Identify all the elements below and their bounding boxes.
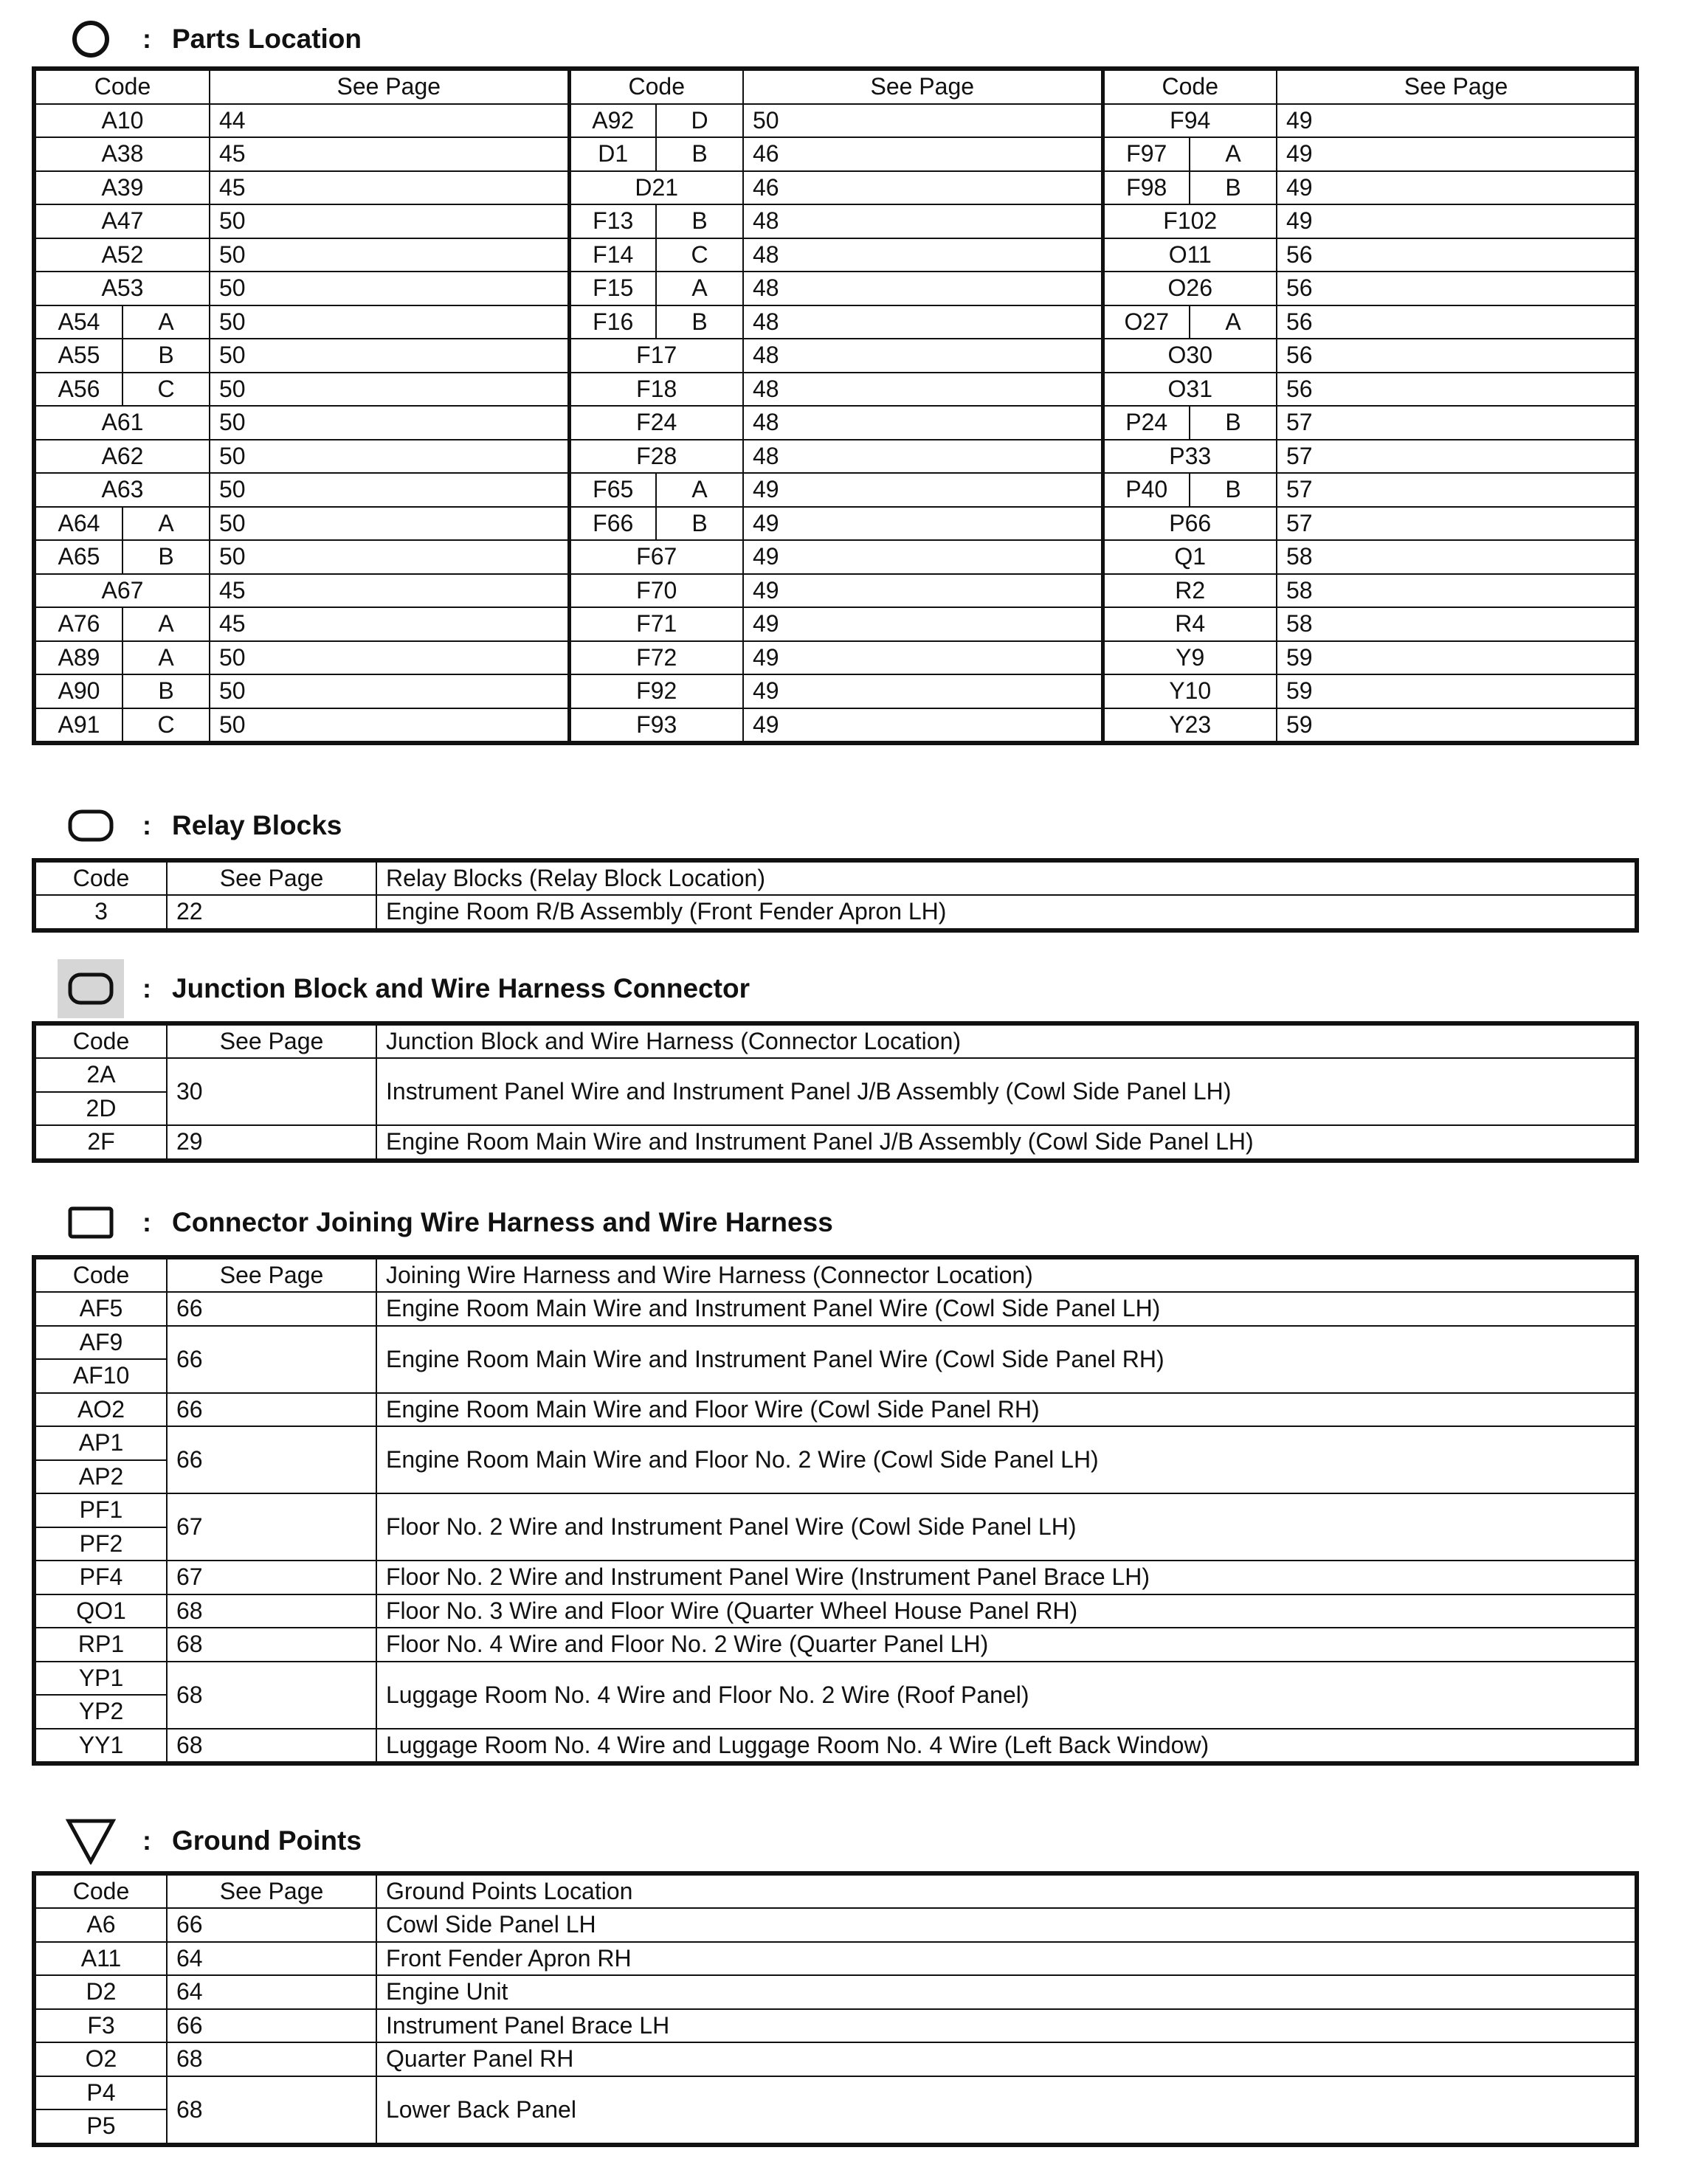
column-header-code: Code xyxy=(1102,70,1277,104)
location-cell: Engine Unit xyxy=(376,1975,1635,2009)
table-row xyxy=(35,507,1635,541)
code-cell: P5 xyxy=(35,2109,167,2143)
see-page-cell: 50 xyxy=(210,272,569,305)
table-row xyxy=(35,272,1635,305)
connector-letter-cell: B xyxy=(656,204,743,238)
code-cell: F70 xyxy=(569,574,743,608)
code-cell: AF10 xyxy=(35,1359,167,1393)
location-cell: Instrument Panel Wire and Instrument Panel J/B Assembly (Cowl Side Panel LH) xyxy=(376,1058,1635,1125)
code-cell: F17 xyxy=(569,339,743,373)
see-page-cell: 49 xyxy=(743,607,1102,641)
column-header-see-page: See Page xyxy=(210,70,569,104)
see-page-cell: 66 xyxy=(167,2009,376,2043)
connector-letter-cell: B xyxy=(122,339,210,373)
see-page-cell: 48 xyxy=(743,373,1102,407)
code-cell: D1 xyxy=(569,137,656,171)
code-cell: A6 xyxy=(35,1908,167,1942)
see-page-cell: 68 xyxy=(167,1662,376,1729)
table-header-row xyxy=(35,70,1635,104)
table-row xyxy=(35,1662,1635,1696)
shaded-rounded-rectangle-icon xyxy=(58,959,124,1018)
table-row xyxy=(35,1975,1635,2009)
see-page-cell: 68 xyxy=(167,1729,376,1763)
column-header-location: Relay Blocks (Relay Block Location) xyxy=(376,862,1635,895)
see-page-cell: 57 xyxy=(1277,507,1635,541)
see-page-cell: 59 xyxy=(1277,641,1635,675)
column-header-code: Code xyxy=(35,862,167,895)
table-row xyxy=(35,104,1635,138)
code-cell: A92 xyxy=(569,104,656,138)
location-cell: Floor No. 2 Wire and Instrument Panel Wire (Instrument Panel Brace LH) xyxy=(376,1561,1635,1594)
see-page-cell: 49 xyxy=(743,574,1102,608)
table-row xyxy=(35,708,1635,742)
table-row xyxy=(35,1292,1635,1326)
column-header-code: Code xyxy=(35,1025,167,1058)
heading-colon: : xyxy=(142,973,151,1003)
code-cell: F24 xyxy=(569,406,743,440)
code-cell: O27 xyxy=(1102,305,1190,339)
code-cell: F92 xyxy=(569,674,743,708)
see-page-cell: 56 xyxy=(1277,339,1635,373)
code-cell: F67 xyxy=(569,540,743,574)
code-cell: PF1 xyxy=(35,1493,167,1527)
table-row xyxy=(35,2076,1635,2110)
code-cell: F13 xyxy=(569,204,656,238)
table-row xyxy=(35,305,1635,339)
code-cell: A64 xyxy=(35,507,122,541)
code-cell: A52 xyxy=(35,238,210,272)
connector-letter-cell: A xyxy=(122,305,210,339)
connector-letter-cell: C xyxy=(122,373,210,407)
code-cell: AF9 xyxy=(35,1326,167,1360)
junction-block-table xyxy=(35,1024,1636,1160)
connector-letter-cell: A xyxy=(1190,305,1277,339)
code-cell: A89 xyxy=(35,641,122,675)
see-page-cell: 57 xyxy=(1277,440,1635,474)
heading-colon: : xyxy=(142,1207,151,1237)
code-cell: F71 xyxy=(569,607,743,641)
see-page-cell: 67 xyxy=(167,1561,376,1594)
column-header-location: Junction Block and Wire Harness (Connector Location) xyxy=(376,1025,1635,1058)
table-row xyxy=(35,406,1635,440)
location-cell: Quarter Panel RH xyxy=(376,2042,1635,2076)
code-cell: F94 xyxy=(1102,104,1277,138)
code-cell: Y23 xyxy=(1102,708,1277,742)
see-page-cell: 45 xyxy=(210,607,569,641)
parts-location-table xyxy=(35,69,1636,742)
see-page-cell: 66 xyxy=(167,1393,376,1427)
see-page-cell: 44 xyxy=(210,104,569,138)
code-cell: F66 xyxy=(569,507,656,541)
connector-letter-cell: C xyxy=(122,708,210,742)
circle-icon xyxy=(58,10,124,69)
see-page-cell: 49 xyxy=(743,507,1102,541)
code-cell: A10 xyxy=(35,104,210,138)
connector-letter-cell: B xyxy=(122,674,210,708)
see-page-cell: 48 xyxy=(743,305,1102,339)
see-page-cell: 50 xyxy=(210,204,569,238)
heading-colon: : xyxy=(142,810,151,840)
table-header-row xyxy=(35,1259,1635,1292)
code-cell: QO1 xyxy=(35,1594,167,1628)
code-cell: YY1 xyxy=(35,1729,167,1763)
code-cell: A56 xyxy=(35,373,122,407)
location-cell: Engine Room Main Wire and Instrument Panel J/B Assembly (Cowl Side Panel LH) xyxy=(376,1125,1635,1159)
table-row xyxy=(35,1426,1635,1460)
connector-letter-cell: B xyxy=(656,305,743,339)
see-page-cell: 46 xyxy=(743,137,1102,171)
code-cell: A54 xyxy=(35,305,122,339)
column-header-code: Code xyxy=(569,70,743,104)
table-row xyxy=(35,674,1635,708)
code-cell: AP1 xyxy=(35,1426,167,1460)
location-cell: Engine Room Main Wire and Instrument Panel Wire (Cowl Side Panel LH) xyxy=(376,1292,1635,1326)
code-cell: F97 xyxy=(1102,137,1190,171)
section-title: Relay Blocks xyxy=(172,810,342,840)
see-page-cell: 67 xyxy=(167,1493,376,1561)
location-cell: Floor No. 4 Wire and Floor No. 2 Wire (Quarter Panel LH) xyxy=(376,1628,1635,1662)
see-page-cell: 58 xyxy=(1277,540,1635,574)
see-page-cell: 68 xyxy=(167,2076,376,2143)
location-cell: Cowl Side Panel LH xyxy=(376,1908,1635,1942)
see-page-cell: 50 xyxy=(210,708,569,742)
see-page-cell: 50 xyxy=(210,373,569,407)
see-page-cell: 56 xyxy=(1277,305,1635,339)
code-cell: F72 xyxy=(569,641,743,675)
see-page-cell: 22 xyxy=(167,895,376,929)
location-cell: Luggage Room No. 4 Wire and Floor No. 2 Wire (Roof Panel) xyxy=(376,1662,1635,1729)
table-row xyxy=(35,473,1635,507)
table-row xyxy=(35,641,1635,675)
see-page-cell: 49 xyxy=(1277,137,1635,171)
column-header-code: Code xyxy=(35,70,210,104)
heading-colon: : xyxy=(142,1825,151,1856)
table-row xyxy=(35,2009,1635,2043)
see-page-cell: 68 xyxy=(167,1594,376,1628)
see-page-cell: 50 xyxy=(210,339,569,373)
code-cell: A91 xyxy=(35,708,122,742)
see-page-cell: 49 xyxy=(743,641,1102,675)
connector-letter-cell: B xyxy=(656,507,743,541)
code-cell: AO2 xyxy=(35,1393,167,1427)
table-row xyxy=(35,1942,1635,1976)
see-page-cell: 30 xyxy=(167,1058,376,1125)
see-page-cell: 48 xyxy=(743,272,1102,305)
see-page-cell: 57 xyxy=(1277,473,1635,507)
see-page-cell: 64 xyxy=(167,1942,376,1976)
see-page-cell: 58 xyxy=(1277,607,1635,641)
code-cell: A11 xyxy=(35,1942,167,1976)
code-cell: RP1 xyxy=(35,1628,167,1662)
see-page-cell: 56 xyxy=(1277,373,1635,407)
column-header-see-page: See Page xyxy=(167,862,376,895)
see-page-cell: 66 xyxy=(167,1908,376,1942)
see-page-cell: 50 xyxy=(210,507,569,541)
see-page-cell: 50 xyxy=(210,305,569,339)
code-cell: D21 xyxy=(569,171,743,205)
see-page-cell: 50 xyxy=(210,674,569,708)
table-row xyxy=(35,1729,1635,1763)
relay-blocks-table xyxy=(35,861,1636,930)
code-cell: O2 xyxy=(35,2042,167,2076)
table-row xyxy=(35,2042,1635,2076)
see-page-cell: 49 xyxy=(1277,104,1635,138)
location-cell: Engine Room Main Wire and Floor No. 2 Wire (Cowl Side Panel LH) xyxy=(376,1426,1635,1493)
see-page-cell: 57 xyxy=(1277,406,1635,440)
table-row xyxy=(35,1326,1635,1360)
see-page-cell: 58 xyxy=(1277,574,1635,608)
code-cell: F28 xyxy=(569,440,743,474)
column-header-see-page: See Page xyxy=(167,1259,376,1292)
see-page-cell: 59 xyxy=(1277,708,1635,742)
connector-letter-cell: A xyxy=(656,272,743,305)
connector-letter-cell: A xyxy=(122,507,210,541)
connector-letter-cell: A xyxy=(1190,137,1277,171)
table-row xyxy=(35,1628,1635,1662)
table-row xyxy=(35,373,1635,407)
see-page-cell: 66 xyxy=(167,1426,376,1493)
code-cell: F16 xyxy=(569,305,656,339)
see-page-cell: 50 xyxy=(210,238,569,272)
code-cell: R2 xyxy=(1102,574,1277,608)
code-cell: A90 xyxy=(35,674,122,708)
connector-letter-cell: A xyxy=(122,607,210,641)
code-cell: O30 xyxy=(1102,339,1277,373)
see-page-cell: 50 xyxy=(210,406,569,440)
location-cell: Lower Back Panel xyxy=(376,2076,1635,2143)
see-page-cell: 49 xyxy=(743,540,1102,574)
code-cell: F93 xyxy=(569,708,743,742)
column-header-see-page: See Page xyxy=(167,1025,376,1058)
code-cell: A67 xyxy=(35,574,210,608)
connector-letter-cell: D xyxy=(656,104,743,138)
column-header-location: Ground Points Location xyxy=(376,1875,1635,1908)
see-page-cell: 49 xyxy=(743,708,1102,742)
code-cell: P33 xyxy=(1102,440,1277,474)
code-cell: F65 xyxy=(569,473,656,507)
code-cell: O11 xyxy=(1102,238,1277,272)
code-cell: PF2 xyxy=(35,1527,167,1561)
section-title: Junction Block and Wire Harness Connector xyxy=(172,973,750,1003)
code-cell: F102 xyxy=(1102,204,1277,238)
table-header-row xyxy=(35,862,1635,895)
code-cell: YP2 xyxy=(35,1695,167,1729)
location-cell: Engine Room Main Wire and Instrument Panel Wire (Cowl Side Panel RH) xyxy=(376,1326,1635,1393)
see-page-cell: 49 xyxy=(743,473,1102,507)
section-title: Connector Joining Wire Harness and Wire Harness xyxy=(172,1207,833,1237)
table-row xyxy=(35,895,1635,929)
code-cell: 2A xyxy=(35,1058,167,1092)
code-cell: 2D xyxy=(35,1092,167,1126)
location-cell: Luggage Room No. 4 Wire and Luggage Room No. 4 Wire (Left Back Window) xyxy=(376,1729,1635,1763)
see-page-cell: 68 xyxy=(167,2042,376,2076)
code-cell: F3 xyxy=(35,2009,167,2043)
code-cell: F14 xyxy=(569,238,656,272)
rectangle-icon xyxy=(58,1193,124,1252)
table-row xyxy=(35,1493,1635,1527)
heading-colon: : xyxy=(142,24,151,54)
connector-letter-cell: B xyxy=(122,540,210,574)
code-cell: R4 xyxy=(1102,607,1277,641)
code-cell: PF4 xyxy=(35,1561,167,1594)
see-page-cell: 49 xyxy=(1277,204,1635,238)
code-cell: YP1 xyxy=(35,1662,167,1696)
code-cell: AP2 xyxy=(35,1460,167,1494)
triangle-down-icon xyxy=(58,1811,124,1870)
connector-letter-cell: C xyxy=(656,238,743,272)
see-page-cell: 59 xyxy=(1277,674,1635,708)
code-cell: A62 xyxy=(35,440,210,474)
ground-points-heading xyxy=(58,1811,362,1870)
see-page-cell: 66 xyxy=(167,1292,376,1326)
table-row xyxy=(35,1908,1635,1942)
table-row xyxy=(35,1058,1635,1092)
column-header-see-page: See Page xyxy=(1277,70,1635,104)
connector-heading xyxy=(58,1193,833,1252)
see-page-cell: 50 xyxy=(210,440,569,474)
see-page-cell: 50 xyxy=(210,540,569,574)
see-page-cell: 29 xyxy=(167,1125,376,1159)
code-cell: Y10 xyxy=(1102,674,1277,708)
table-row xyxy=(35,137,1635,171)
table-row xyxy=(35,540,1635,574)
column-header-location: Joining Wire Harness and Wire Harness (Connector Location) xyxy=(376,1259,1635,1292)
code-cell: Y9 xyxy=(1102,641,1277,675)
section-title: Ground Points xyxy=(172,1825,362,1856)
connector-letter-cell: B xyxy=(1190,171,1277,205)
connector-letter-cell: A xyxy=(656,473,743,507)
code-cell: 2F xyxy=(35,1125,167,1159)
see-page-cell: 48 xyxy=(743,406,1102,440)
table-row xyxy=(35,171,1635,205)
see-page-cell: 48 xyxy=(743,440,1102,474)
ground-points-table xyxy=(35,1874,1636,2144)
code-cell: O26 xyxy=(1102,272,1277,305)
location-cell: Engine Room Main Wire and Floor Wire (Cowl Side Panel RH) xyxy=(376,1393,1635,1427)
see-page-cell: 56 xyxy=(1277,238,1635,272)
code-cell: F18 xyxy=(569,373,743,407)
see-page-cell: 48 xyxy=(743,339,1102,373)
see-page-cell: 66 xyxy=(167,1326,376,1393)
table-row xyxy=(35,607,1635,641)
see-page-cell: 49 xyxy=(1277,171,1635,205)
code-cell: A76 xyxy=(35,607,122,641)
code-cell: P40 xyxy=(1102,473,1190,507)
table-row xyxy=(35,1125,1635,1159)
section-title: Parts Location xyxy=(172,24,362,54)
table-header-row xyxy=(35,1875,1635,1908)
see-page-cell: 45 xyxy=(210,171,569,205)
code-cell: A63 xyxy=(35,473,210,507)
connector-letter-cell: A xyxy=(122,641,210,675)
table-row xyxy=(35,1594,1635,1628)
column-header-code: Code xyxy=(35,1259,167,1292)
code-cell: A38 xyxy=(35,137,210,171)
rounded-rectangle-icon xyxy=(58,796,124,855)
connector-letter-cell: B xyxy=(1190,406,1277,440)
connector-letter-cell: B xyxy=(1190,473,1277,507)
see-page-cell: 45 xyxy=(210,137,569,171)
code-cell: A65 xyxy=(35,540,122,574)
code-cell: F15 xyxy=(569,272,656,305)
see-page-cell: 50 xyxy=(210,641,569,675)
column-header-see-page: See Page xyxy=(167,1875,376,1908)
see-page-cell: 56 xyxy=(1277,272,1635,305)
code-cell: Q1 xyxy=(1102,540,1277,574)
table-row xyxy=(35,204,1635,238)
location-cell: Floor No. 2 Wire and Instrument Panel Wire (Cowl Side Panel LH) xyxy=(376,1493,1635,1561)
parts-location-heading xyxy=(58,10,362,69)
table-row xyxy=(35,1393,1635,1427)
code-cell: A47 xyxy=(35,204,210,238)
code-cell: A55 xyxy=(35,339,122,373)
relay-blocks-heading xyxy=(58,796,342,855)
code-cell: A39 xyxy=(35,171,210,205)
table-row xyxy=(35,1561,1635,1594)
code-cell: A53 xyxy=(35,272,210,305)
column-header-code: Code xyxy=(35,1875,167,1908)
see-page-cell: 50 xyxy=(210,473,569,507)
location-cell: Engine Room R/B Assembly (Front Fender Apron LH) xyxy=(376,895,1635,929)
code-cell: P4 xyxy=(35,2076,167,2110)
location-cell: Front Fender Apron RH xyxy=(376,1942,1635,1976)
code-cell: D2 xyxy=(35,1975,167,2009)
table-row xyxy=(35,238,1635,272)
table-row xyxy=(35,339,1635,373)
see-page-cell: 45 xyxy=(210,574,569,608)
location-cell: Floor No. 3 Wire and Floor Wire (Quarter Wheel House Panel RH) xyxy=(376,1594,1635,1628)
junction-block-heading xyxy=(58,959,750,1018)
see-page-cell: 46 xyxy=(743,171,1102,205)
code-cell: O31 xyxy=(1102,373,1277,407)
table-header-row xyxy=(35,1025,1635,1058)
code-cell: F98 xyxy=(1102,171,1190,205)
code-cell: P24 xyxy=(1102,406,1190,440)
code-cell: 3 xyxy=(35,895,167,929)
connector-table xyxy=(35,1258,1636,1763)
column-header-see-page: See Page xyxy=(743,70,1102,104)
see-page-cell: 50 xyxy=(743,104,1102,138)
table-row xyxy=(35,574,1635,608)
location-cell: Instrument Panel Brace LH xyxy=(376,2009,1635,2043)
connector-letter-cell: B xyxy=(656,137,743,171)
see-page-cell: 49 xyxy=(743,674,1102,708)
see-page-cell: 68 xyxy=(167,1628,376,1662)
see-page-cell: 48 xyxy=(743,204,1102,238)
code-cell: A61 xyxy=(35,406,210,440)
code-cell: AF5 xyxy=(35,1292,167,1326)
see-page-cell: 64 xyxy=(167,1975,376,2009)
table-row xyxy=(35,440,1635,474)
see-page-cell: 48 xyxy=(743,238,1102,272)
code-cell: P66 xyxy=(1102,507,1277,541)
